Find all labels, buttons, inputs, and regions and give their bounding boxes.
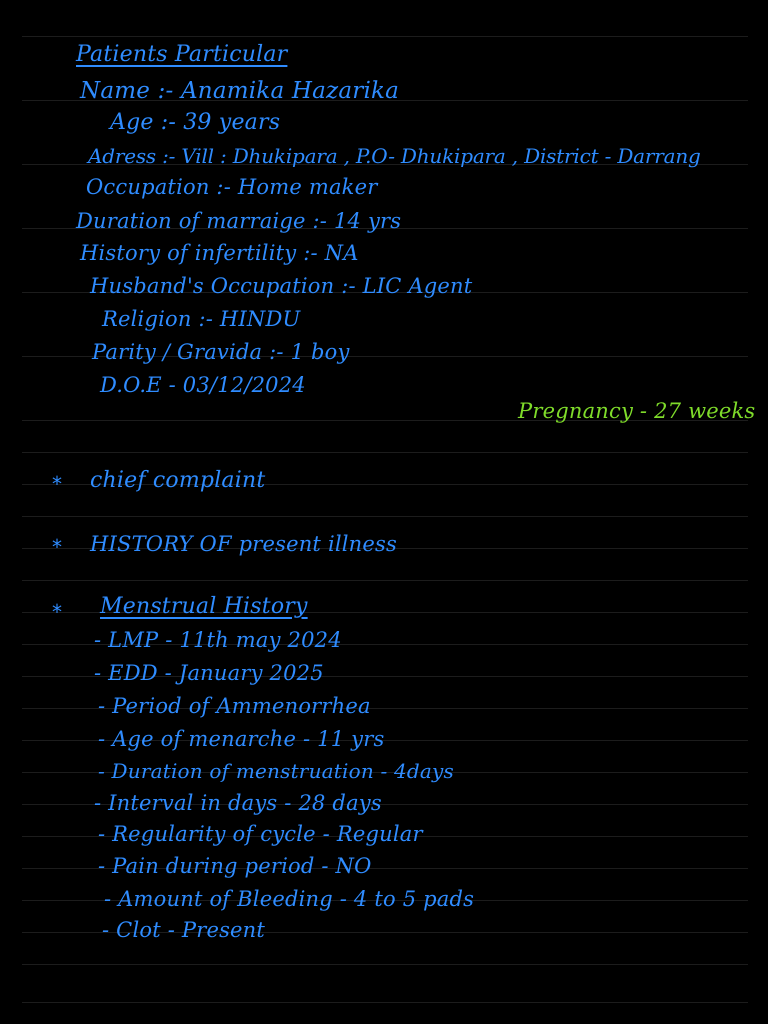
menstrual-item-edd: - EDD - January 2025 <box>94 661 324 685</box>
present-illness-heading: HISTORY OF present illness <box>90 532 397 556</box>
parity-gravida: Parity / Gravida :- 1 boy <box>92 340 350 364</box>
menstrual-item-menarche: - Age of menarche - 11 yrs <box>98 727 385 751</box>
patient-occupation: Occupation :- Home maker <box>86 175 378 199</box>
date-of-exam: D.O.E - 03/12/2024 <box>100 373 306 397</box>
menstrual-history-heading: Menstrual History <box>100 594 308 619</box>
husband-occupation: Husband's Occupation :- LIC Agent <box>90 274 473 298</box>
chief-complaint-heading: chief complaint <box>90 468 266 493</box>
bullet-chief-complaint: * <box>52 472 62 496</box>
rule-line <box>22 36 748 37</box>
patient-age: Age :- 39 years <box>110 110 281 135</box>
menstrual-item-clot: - Clot - Present <box>102 918 266 942</box>
menstrual-item-amenorrhea: - Period of Ammenorrhea <box>98 694 371 718</box>
patient-address: Adress :- Vill : Dhukipara , P.O- Dhukipara , District - Darrang <box>88 144 701 168</box>
menstrual-item-interval: - Interval in days - 28 days <box>94 791 382 815</box>
bullet-present-illness: * <box>52 535 62 559</box>
pregnancy-weeks-note: Pregnancy - 27 weeks <box>518 399 756 423</box>
rule-line <box>22 1002 748 1003</box>
patient-name: Name :- Anamika Hazarika <box>80 78 400 104</box>
menstrual-item-duration: - Duration of menstruation - 4days <box>98 759 455 783</box>
rule-line <box>22 964 748 965</box>
menstrual-item-regularity: - Regularity of cycle - Regular <box>98 822 423 846</box>
rule-line <box>22 516 748 517</box>
rule-line <box>22 580 748 581</box>
bullet-menstrual-history: * <box>52 600 62 624</box>
history-of-infertility: History of infertility :- NA <box>80 241 359 265</box>
menstrual-item-lmp: - LMP - 11th may 2024 <box>94 628 342 652</box>
menstrual-item-pain: - Pain during period - NO <box>98 854 372 878</box>
religion: Religion :- HINDU <box>102 307 301 331</box>
rule-line <box>22 452 748 453</box>
patient-particulars-heading: Patients Particular <box>76 42 288 67</box>
duration-of-marriage: Duration of marraige :- 14 yrs <box>76 209 402 233</box>
menstrual-item-bleeding: - Amount of Bleeding - 4 to 5 pads <box>104 887 475 911</box>
